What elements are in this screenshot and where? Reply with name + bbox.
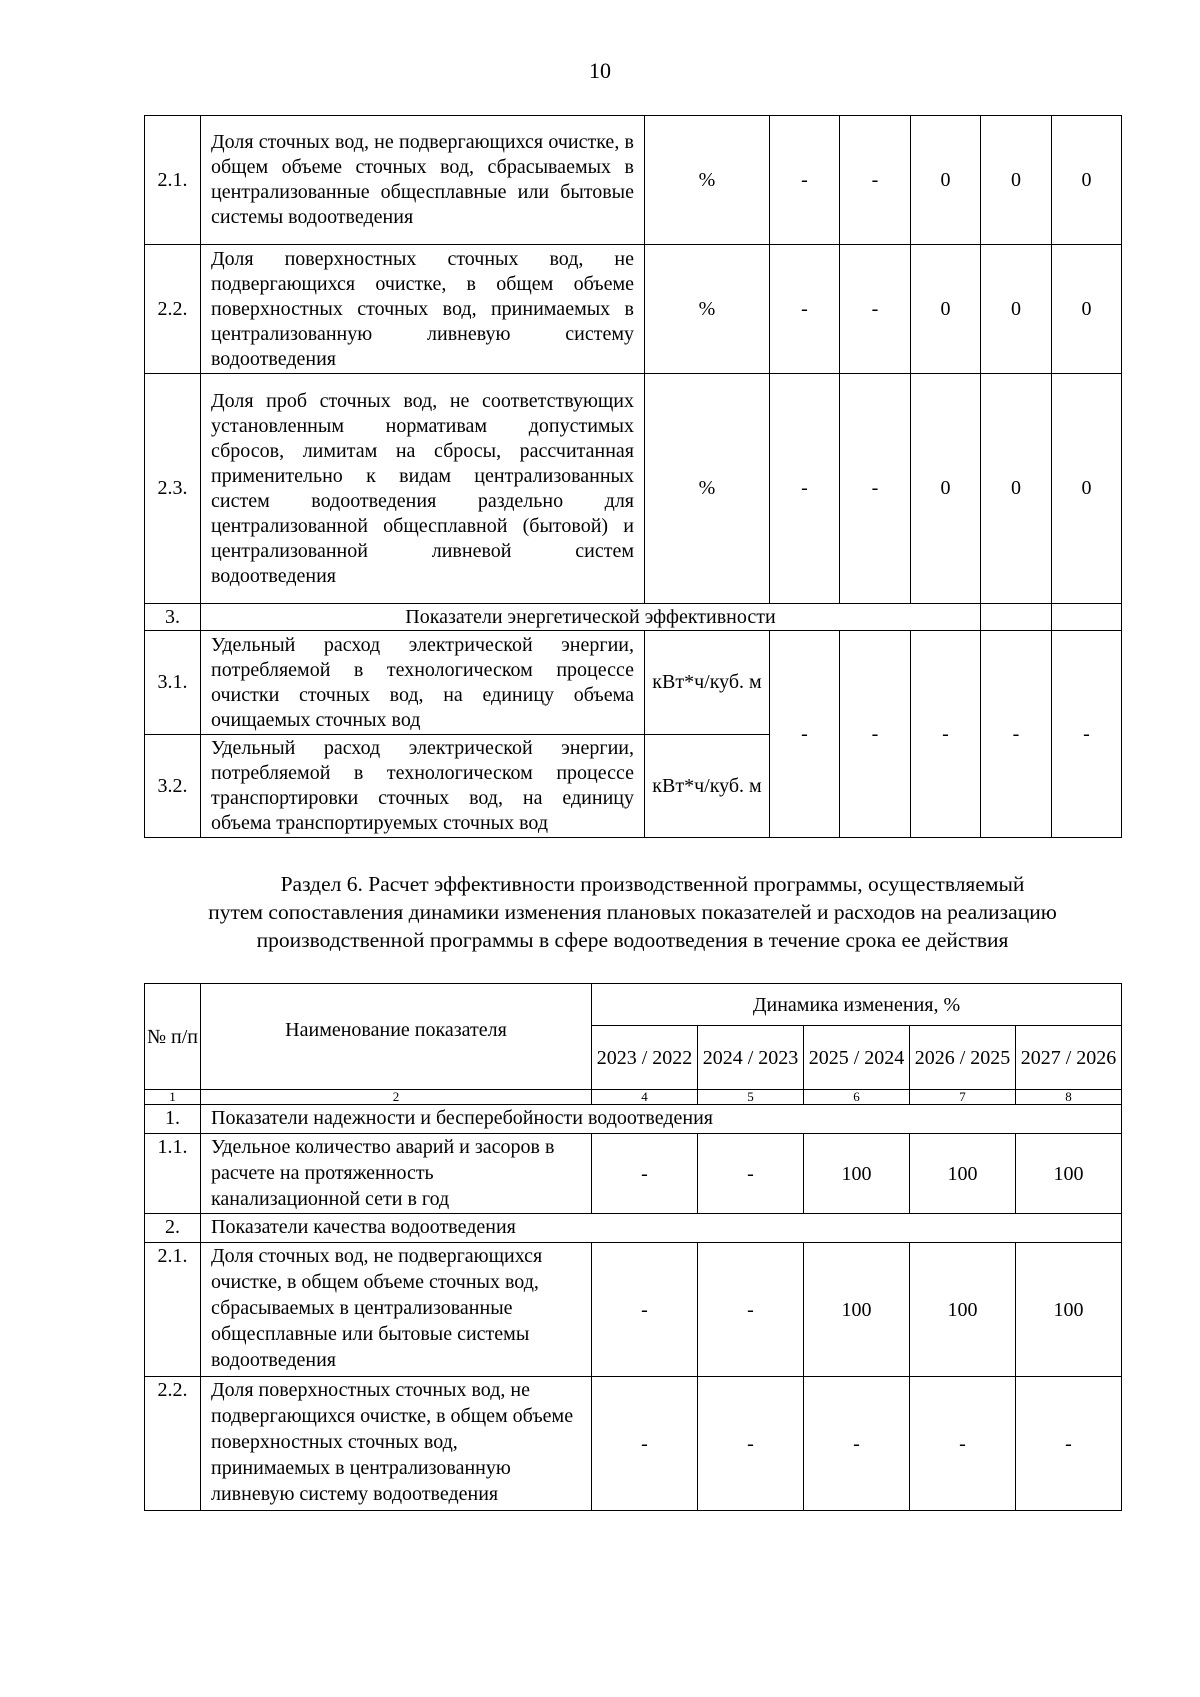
value-cell: 0 xyxy=(911,245,981,374)
value-cell: - xyxy=(698,1377,804,1511)
row-number: 2.2. xyxy=(145,245,201,374)
table-row xyxy=(145,631,1122,735)
row-number: 2.3. xyxy=(145,374,201,604)
table-row xyxy=(145,116,1122,245)
header-row xyxy=(145,984,1122,1026)
row-unit: % xyxy=(645,374,770,604)
value-cell: 0 xyxy=(1052,374,1122,604)
row-description: Удельный расход электрической энергии, потребляемой в технологическом процессе очистки сточных вод, на единицу объема очищаемых сточных вод xyxy=(201,631,645,735)
row-description: Доля поверхностных сточных вод, не подвергающихся очистке, в общем объеме поверхностных сточных вод, принимаемых в централизованную ливневую систему водоотведения xyxy=(201,245,645,374)
header-name: Наименование показателя xyxy=(201,984,592,1090)
value-cell: - xyxy=(770,374,840,604)
value-cell: - xyxy=(770,245,840,374)
header-number: № п/п xyxy=(145,984,201,1090)
value-cell: - xyxy=(1052,631,1122,838)
table-row xyxy=(145,245,1122,374)
value-cell: 0 xyxy=(911,116,981,245)
section-row xyxy=(145,1105,1122,1134)
column-index: 7 xyxy=(910,1090,1016,1105)
row-description: Удельный расход электрической энергии, потребляемой в технологическом процессе транспортировки сточных вод, на единицу объема транспортируемых сточных вод xyxy=(201,735,645,838)
value-cell: 100 xyxy=(804,1134,910,1214)
value-cell: - xyxy=(981,631,1052,838)
row-description: Удельное количество аварий и засоров в расчете на протяженность канализационной сети в год xyxy=(201,1134,592,1214)
row-unit: % xyxy=(645,116,770,245)
section-row xyxy=(145,1214,1122,1243)
value-cell: 0 xyxy=(981,116,1052,245)
value-cell: 100 xyxy=(1016,1243,1122,1377)
value-cell: - xyxy=(840,374,911,604)
value-cell: - xyxy=(770,631,840,838)
section-label: Показатели надежности и бесперебойности водоотведения xyxy=(201,1105,1122,1134)
title-line: Раздел 6. Расчет эффективности производственной программы, осуществляемый xyxy=(280,872,1025,896)
value-cell: - xyxy=(592,1377,698,1511)
title-line: производственной программы в сфере водоотведения в течение срока ее действия xyxy=(256,928,1009,952)
row-number: 1.1. xyxy=(145,1134,201,1214)
section-number: 2. xyxy=(145,1214,201,1243)
header-dynamics: Динамика изменения, % xyxy=(592,984,1122,1026)
table-row xyxy=(145,1377,1122,1511)
value-cell: - xyxy=(804,1377,910,1511)
table-row xyxy=(145,374,1122,604)
section-6-title xyxy=(140,870,1125,954)
row-unit: % xyxy=(645,245,770,374)
column-index: 5 xyxy=(698,1090,804,1105)
row-description: Доля сточных вод, не подвергающихся очистке, в общем объеме сточных вод, сбрасываемых в централизованные общесплавные или бытовые системы водоотведения xyxy=(201,116,645,245)
row-number: 3.1. xyxy=(145,631,201,735)
title-line: путем сопоставления динамики изменения плановых показателей и расходов на реализацию xyxy=(208,900,1057,924)
value-cell: 0 xyxy=(1052,116,1122,245)
section-number: 1. xyxy=(145,1105,201,1134)
table-row xyxy=(145,1243,1122,1377)
column-index: 2 xyxy=(201,1090,592,1105)
value-cell: 100 xyxy=(804,1243,910,1377)
value-cell: 0 xyxy=(911,374,981,604)
empty-cell xyxy=(981,604,1052,631)
value-cell: 100 xyxy=(910,1243,1016,1377)
efficiency-table xyxy=(144,983,1122,1511)
value-cell: - xyxy=(770,116,840,245)
value-cell: - xyxy=(698,1134,804,1214)
header-year: 2026 / 2025 xyxy=(910,1026,1016,1090)
row-description: Доля поверхностных сточных вод, не подвергающихся очистке, в общем объеме поверхностных сточных вод, принимаемых в централизованную ливневую систему водоотведения xyxy=(201,1377,592,1511)
row-description: Доля сточных вод, не подвергающихся очистке, в общем объеме сточных вод, сбрасываемых в централизованные общесплавные или бытовые системы водоотведения xyxy=(201,1243,592,1377)
header-year: 2025 / 2024 xyxy=(804,1026,910,1090)
value-cell: - xyxy=(910,1377,1016,1511)
empty-cell xyxy=(1052,604,1122,631)
value-cell: - xyxy=(1016,1377,1122,1511)
row-number: 2.2. xyxy=(145,1377,201,1511)
value-cell: 100 xyxy=(1016,1134,1122,1214)
value-cell: - xyxy=(840,245,911,374)
column-index: 8 xyxy=(1016,1090,1122,1105)
header-year: 2027 / 2026 xyxy=(1016,1026,1122,1090)
section-number: 3. xyxy=(145,604,201,631)
row-number: 2.1. xyxy=(145,116,201,245)
value-cell: 0 xyxy=(981,245,1052,374)
value-cell: 100 xyxy=(910,1134,1016,1214)
section-label: Показатели энергетической эффективности xyxy=(201,604,981,631)
row-unit: кВт*ч/куб. м xyxy=(645,735,770,838)
value-cell: - xyxy=(840,631,911,838)
value-cell: - xyxy=(911,631,981,838)
value-cell: - xyxy=(698,1243,804,1377)
table-row xyxy=(145,1134,1122,1214)
row-number: 3.2. xyxy=(145,735,201,838)
indicators-table-continued xyxy=(144,115,1122,838)
section-label: Показатели качества водоотведения xyxy=(201,1214,1122,1243)
value-cell: - xyxy=(592,1243,698,1377)
column-index: 4 xyxy=(592,1090,698,1105)
row-number: 2.1. xyxy=(145,1243,201,1377)
column-index-row xyxy=(145,1090,1122,1105)
column-index: 1 xyxy=(145,1090,201,1105)
header-year: 2024 / 2023 xyxy=(698,1026,804,1090)
section-row xyxy=(145,604,1122,631)
row-unit: кВт*ч/куб. м xyxy=(645,631,770,735)
column-index: 6 xyxy=(804,1090,910,1105)
page-number: 10 xyxy=(589,58,611,83)
value-cell: 0 xyxy=(981,374,1052,604)
header-year: 2023 / 2022 xyxy=(592,1026,698,1090)
value-cell: 0 xyxy=(1052,245,1122,374)
value-cell: - xyxy=(592,1134,698,1214)
row-description: Доля проб сточных вод, не соответствующих установленным нормативам допустимых сбросов, лимитам на сбросы, рассчитанная применительно к видам централизованных систем водоотведения раздельно для централизованной общесплавной (бытовой) и централизованной ливневой систем водоотведения xyxy=(201,374,645,604)
value-cell: - xyxy=(840,116,911,245)
